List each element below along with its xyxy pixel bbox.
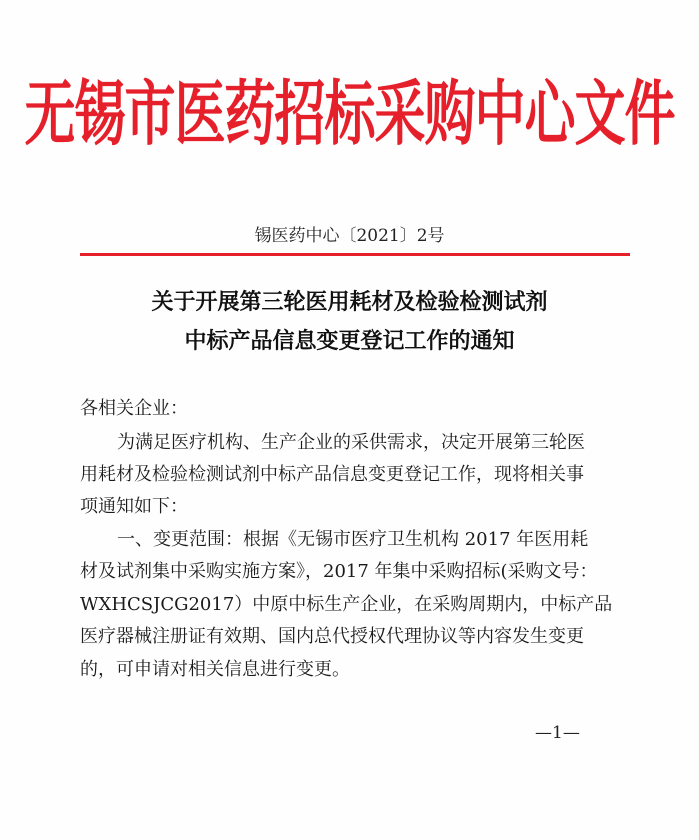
page-number: —1— (535, 723, 580, 743)
masthead-title: 无锡市医药招标采购中心文件 (24, 73, 675, 157)
body-line-1: 为满足医疗机构、生产企业的采供需求，决定开展第三轮医 (117, 432, 585, 453)
notice-title-line-2: 中标产品信息变更登记工作的通知 (184, 329, 515, 354)
body-line-2: 用耗材及检验检测试剂中标产品信息变更登记工作，现将相关事 (80, 464, 584, 485)
body-line-4: 一、变更范围：根据《无锡市医疗卫生机构 2017 年医用耗 (117, 529, 589, 550)
notice-title-line-1: 关于开展第三轮医用耗材及检验检测试剂 (151, 290, 548, 315)
body-line-3: 项通知如下： (80, 496, 188, 517)
salutation: 各相关企业： (80, 398, 188, 419)
document-number: 锡医药中心〔2021〕2号 (254, 226, 445, 246)
body-line-8: 的，可申请对相关信息进行变更。 (80, 659, 350, 680)
body-line-6: WXHCSJCG2017）中原中标生产企业，在采购周期内，中标产品 (80, 594, 613, 615)
body-line-7: 医疗器械注册证有效期、国内总代授权代理协议等内容发生变更 (80, 626, 584, 647)
red-divider-line (80, 253, 630, 256)
body-line-5: 材及试剂集中采购实施方案》，2017 年集中采购招标(采购文号： (80, 561, 598, 582)
